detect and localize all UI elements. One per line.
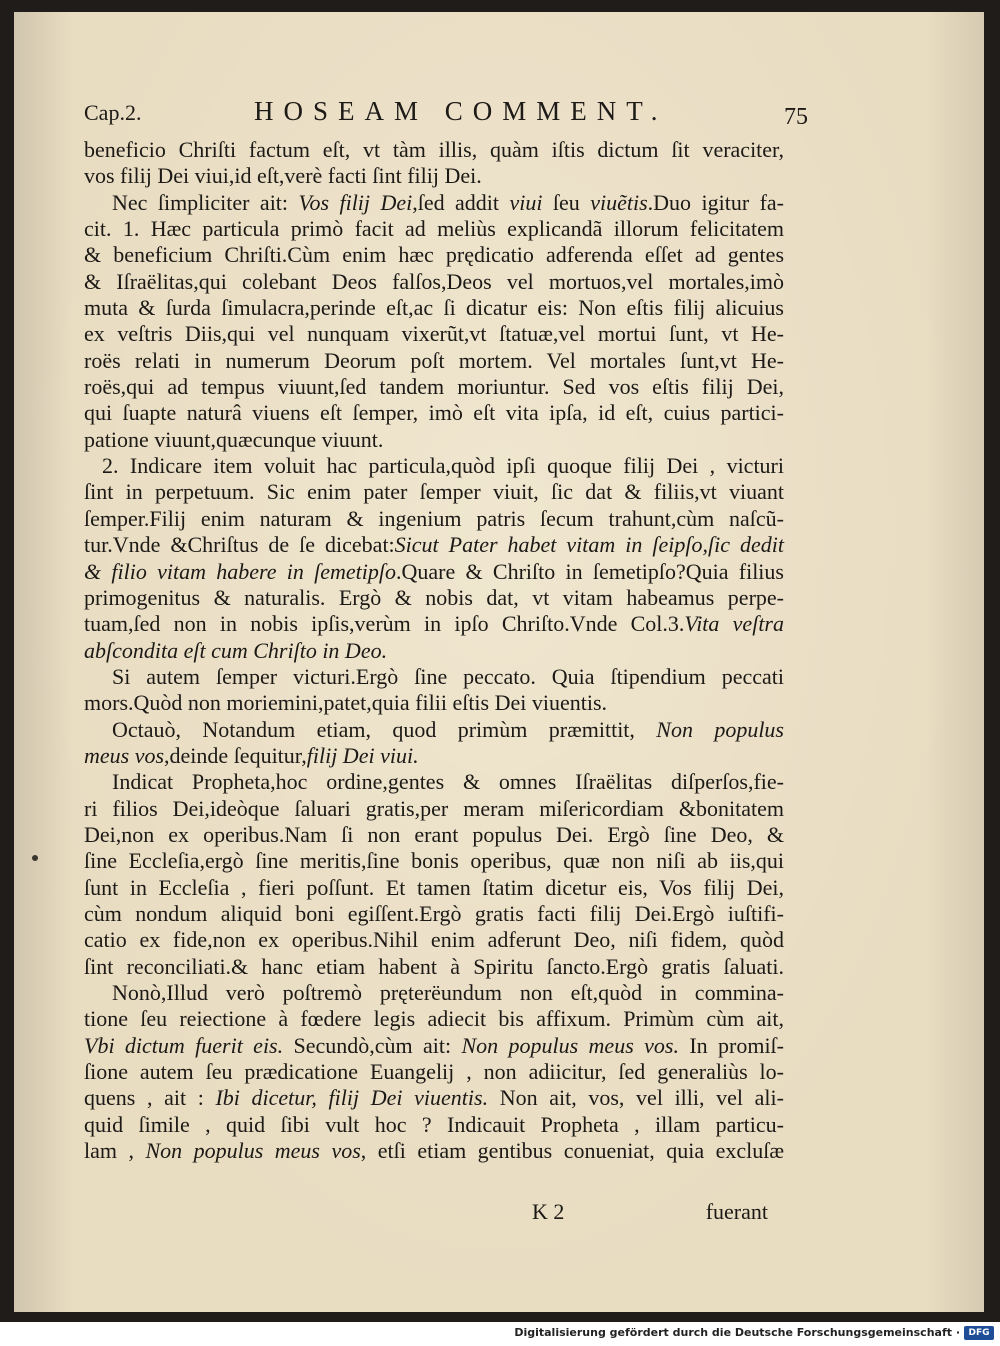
text-line (84, 638, 784, 664)
body-text (84, 137, 784, 1164)
footer-bar (0, 1322, 1000, 1346)
text-line (84, 1085, 784, 1111)
text-line (84, 479, 784, 505)
dfg-logo: DFG (964, 1326, 994, 1340)
text-span: 2. Indicare item voluit hac particula,quòd ipſi quoque filij Dei , victuri (102, 453, 784, 479)
text-span: tuam,ſed non in nobis ipſis,verùm in ipſo Chriſto.Vnde Col.3. (84, 611, 685, 637)
text-span: patione viuunt,quæcunque viuunt. (84, 426, 384, 452)
text-line (84, 216, 784, 242)
page-number: 75 (784, 104, 808, 130)
text-span: catio ex fide,non ex operibus.Nihil enim adferunt Deo, niſi fidem, quòd (84, 927, 784, 953)
text-line (84, 374, 784, 400)
text-span: Indicat Propheta,hoc ordine,gentes & omnes Iſraëlitas diſperſos,fie- (112, 769, 784, 795)
text-span: Si autem ſemper victuri.Ergò ſine peccato. Quia ſtipendium peccati (112, 663, 784, 689)
text-span: ſint reconciliati.& hanc etiam habent à Spiritu ſancto.Ergò gratis ſaluati. (84, 953, 784, 979)
text-span: Secundò,cùm ait: (283, 1032, 462, 1058)
text-line (84, 717, 784, 743)
text-line (84, 848, 784, 874)
text-span: muta & ſurda ſimulacra,perinde eſt,ac ſi dicatur eis: Non eſtis filij alicuius (84, 295, 784, 321)
funding-notice: Digitalisierung gefördert durch die Deutsche Forschungsgemeinschaft · (514, 1326, 960, 1339)
text-span: cit. 1. Hæc particula primò facit ad meliùs explicandã illorum felicitatem (84, 216, 784, 242)
italic-span: meus vos (84, 742, 165, 768)
text-line (84, 1033, 784, 1059)
text-line (84, 585, 784, 611)
italic-span: Vita veſtra (684, 611, 784, 637)
text-line (84, 743, 784, 769)
italic-span: Non populus (656, 716, 784, 742)
text-line (84, 348, 784, 374)
text-span: ſine Eccleſia,ergò ſine meritis,ſine bonis operibus, quæ non niſi ab iis,qui (84, 848, 784, 874)
text-span: .Duo igitur fa- (647, 189, 784, 215)
text-line (84, 822, 784, 848)
text-span: mors.Quòd non moriemini,patet,quia filii eſtis Dei viuentis. (84, 690, 608, 716)
text-span: , etſi etiam gentibus conueniat, quia excluſæ (360, 1138, 784, 1164)
text-line (84, 927, 784, 953)
text-span: ,deinde ſequitur, (164, 742, 307, 768)
catchword: fuerant (705, 1199, 768, 1224)
text-span: quid ſimile , quid ſibi vult hoc ? Indicauit Propheta , illam particu- (84, 1111, 784, 1137)
text-span: & Iſraëlitas,qui colebant Deos falſos,Deos vel mortuos,vel mortales,imò (84, 268, 784, 294)
running-header (84, 96, 808, 132)
text-span: ex veſtris Diis,qui vel nunquam vixerũt,vt ſtatuæ,vel mortui ſunt, vt He- (84, 321, 784, 347)
text-span: ,ſed addit (412, 189, 510, 215)
text-span: ſione autem ſeu prædicatione Euangelij , non adiicitur, ſed generaliùs lo- (84, 1059, 784, 1085)
italic-span: & filio vitam habere in ſemetipſo (84, 558, 397, 584)
text-line (84, 532, 784, 558)
italic-span: viui (509, 189, 543, 215)
text-line (84, 163, 784, 189)
chapter-label: Cap.2. (84, 100, 142, 125)
text-span: tione ſeu reiectione à fœdere legis adiecit bis affixum. Primùm cùm ait, (84, 1006, 784, 1032)
margin-dot (32, 855, 38, 861)
italic-span: Ibi dicetur, filij Dei viuentis. (215, 1085, 489, 1111)
text-line (84, 1112, 784, 1138)
text-line (84, 980, 784, 1006)
text-line (84, 190, 784, 216)
text-span: ſeu (542, 189, 591, 215)
text-line (84, 1138, 784, 1164)
text-span: cùm nondum aliquid boni egiſſent.Ergò gratis facti filij Dei.Ergò iuſtifi- (84, 900, 784, 926)
text-span: Nec ſimpliciter ait: (112, 189, 299, 215)
text-line (84, 427, 784, 453)
text-line (84, 1059, 784, 1085)
text-line (84, 1006, 784, 1032)
text-line (84, 611, 784, 637)
text-span: Octauò, Notandum etiam, quod primùm præmittit, (112, 716, 657, 742)
running-title: HOSEAM COMMENT. (254, 96, 668, 126)
italic-span: Sicut Pater habet vitam in ſeipſo,ſic dedit (394, 532, 784, 558)
text-line (84, 559, 784, 585)
italic-span: viuẽtis (590, 189, 648, 215)
text-span: primogenitus & naturalis. Ergò & nobis dat, vt vitam habeamus perpe- (84, 584, 784, 610)
text-span: In promiſ- (678, 1032, 784, 1058)
text-span: & beneficium Chriſti.Cùm enim hæc prędicatio adferenda eſſet ad gentes (84, 242, 784, 268)
text-span: Non ait, vos, vel illi, vel ali- (488, 1085, 784, 1111)
text-line (84, 321, 784, 347)
text-span: .Quare & Chriſto in ſemetipſo?Quia filius (396, 558, 784, 584)
text-span: beneficio Chriſti factum eſt, vt tàm illis, quàm iſtis dictum ſit veraciter, (84, 137, 784, 162)
signature-line (84, 1199, 768, 1227)
text-line (84, 664, 784, 690)
text-line (84, 242, 784, 268)
text-line (84, 690, 784, 716)
text-span: Nonò,Illud verò poſtremò pręterëundum non eſt,quòd in commina- (112, 980, 784, 1005)
text-span: vos filij Dei viui,id eſt,verè facti ſint filij Dei. (84, 163, 482, 189)
italic-span: abſcondita eſt cum Chriſto in Deo. (84, 637, 388, 663)
italic-span: Non populus meus vos (145, 1138, 361, 1164)
text-span: roës,qui ad tempus viuunt,ſed tandem moriuntur. Sed vos eſtis filij Dei, (84, 374, 784, 400)
signature-mark: K 2 (532, 1199, 565, 1224)
text-line (84, 269, 784, 295)
text-span: ſint in perpetuum. Sic enim pater ſemper viuit, ſic dat & filiis,vt viuant (84, 479, 784, 505)
text-span: lam , (84, 1138, 146, 1164)
text-span: roës relati in numerum Deorum poſt mortem. Vel mortales ſunt,vt He- (84, 347, 784, 373)
text-line (84, 796, 784, 822)
text-line (84, 400, 784, 426)
text-span: qui ſuapte naturâ viuens eſt ſemper, imò eſt vita ipſa, id eſt, cuius partici- (84, 400, 784, 426)
italic-span: Non populus meus vos. (461, 1032, 679, 1058)
text-span: ſunt in Eccleſia , fieri poſſunt. Et tamen ſtatim dicetur eis, Vos filij Dei, (84, 874, 784, 900)
text-line (84, 137, 784, 163)
text-span: ri filios Dei,ideòque ſaluari gratis,per meram miſericordiam &bonitatem (84, 795, 784, 821)
text-line (84, 875, 784, 901)
italic-span: Vos filij Dei (298, 189, 413, 215)
italic-span: filij Dei viui. (306, 742, 419, 768)
text-line (84, 295, 784, 321)
text-line (84, 769, 784, 795)
text-span: tur.Vnde &Chriſtus de ſe dicebat: (84, 532, 395, 558)
text-line (84, 453, 784, 479)
text-line (84, 506, 784, 532)
italic-span: Vbi dictum fuerit eis. (84, 1032, 284, 1058)
text-line (84, 901, 784, 927)
text-span: quens , ait : (84, 1085, 216, 1111)
text-span: ſemper.Filij enim naturam & ingenium patris ſecum trahunt,cùm naſcũ- (84, 505, 784, 531)
text-line (84, 954, 784, 980)
text-span: Dei,non ex operibus.Nam ſi non erant populus Dei. Ergò ſine Deo, & (84, 821, 784, 847)
book-page (14, 12, 984, 1312)
